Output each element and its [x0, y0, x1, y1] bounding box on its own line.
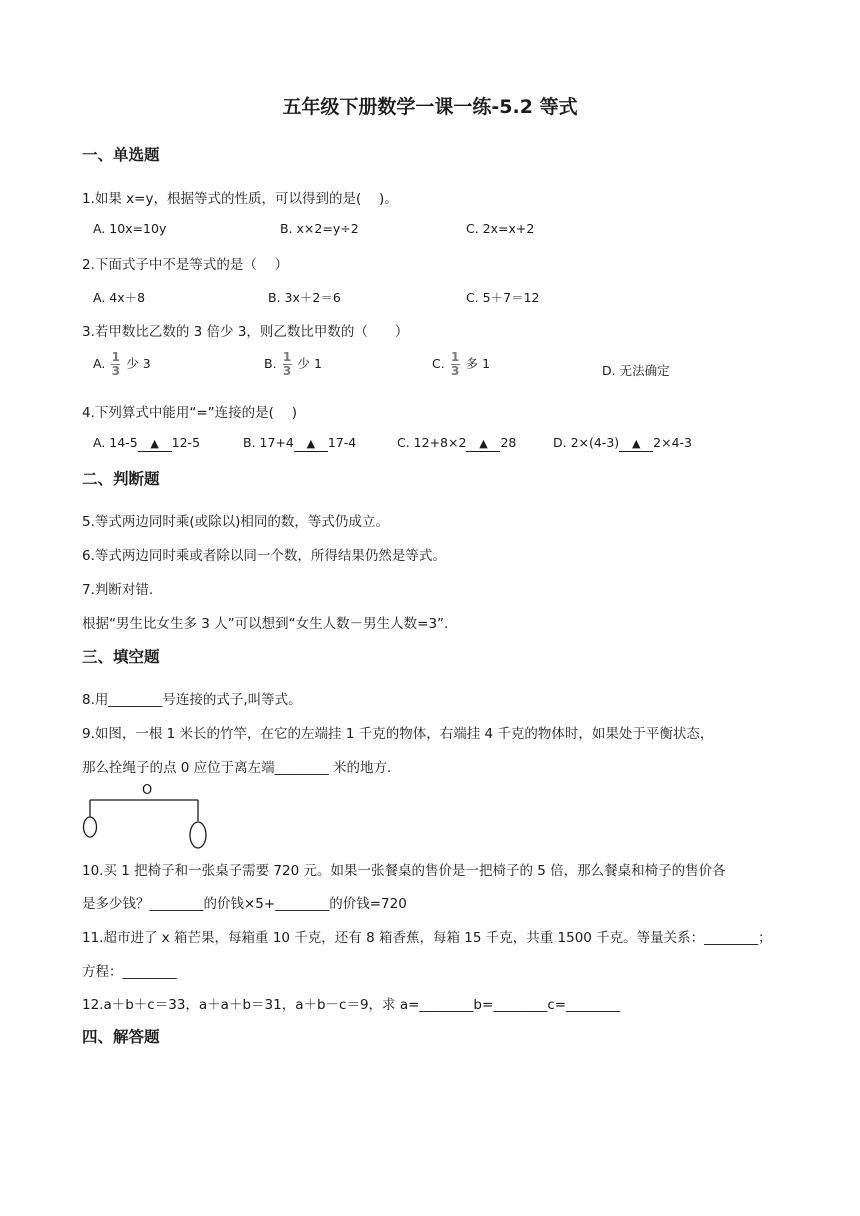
- fraction-one-third: $\frac{1}{3}$: [111, 350, 120, 378]
- question-1-stem: 1.如果 x=y，根据等式的性质，可以得到的是( )。: [82, 191, 398, 207]
- question-11-line-2: 方程：________: [82, 964, 177, 980]
- question-3-option-d: D. 无法确定: [602, 363, 670, 378]
- question-4-option-c: C. 12+8×2 ▲ 28: [397, 435, 517, 450]
- page-title: 五年级下册数学一课一练-5.2 等式: [282, 96, 578, 118]
- triangle-blank: ▲: [619, 437, 653, 452]
- right-weight: [190, 822, 206, 848]
- question-4-option-b: B. 17+4 ▲ 17-4: [243, 435, 357, 450]
- question-1-option-b: B. x×2=y÷2: [280, 221, 359, 236]
- question-1-option-c: C. 2x=x+2: [466, 221, 535, 236]
- question-8: 8.用________号连接的式子,叫等式。: [82, 692, 302, 708]
- question-4-option-d: D. 2×(4-3) ▲ 2×4-3: [553, 435, 693, 450]
- question-3-stem: 3.若甲数比乙数的 3 倍少 3，则乙数比甲数的（ ）: [82, 324, 409, 340]
- section-heading-fill-blank: 三、填空题: [82, 648, 160, 666]
- question-7-stem: 7.判断对错.: [82, 582, 154, 598]
- question-12: 12.a＋b＋c＝33，a＋a＋b＝31，a＋b－c＝9，求 a=________b=________c=________: [82, 997, 621, 1013]
- question-6: 6.等式两边同时乘或者除以同一个数，所得结果仍然是等式。: [82, 548, 446, 564]
- triangle-blank: ▲: [294, 437, 328, 452]
- question-5: 5.等式两边同时乘(或除以)相同的数，等式仍成立。: [82, 514, 389, 530]
- question-11-line-1: 11.超市进了 x 箱芒果，每箱重 10 千克，还有 8 箱香蕉，每箱 15 千克，共重 1500 千克。等量关系：________；: [82, 930, 772, 946]
- question-9-line-1: 9.如图，一根 1 米长的竹竿，在它的左端挂 1 千克的物体，右端挂 4 千克的物体时，如果处于平衡状态，: [82, 726, 714, 742]
- option-a-suffix: 少 3: [126, 356, 151, 371]
- option-c-suffix: 多 1: [465, 356, 491, 371]
- question-10-line-1: 10.买 1 把椅子和一张桌子需要 720 元。如果一张餐桌的售价是一把椅子的 5 倍，那么餐桌和椅子的售价各: [82, 863, 726, 879]
- question-7-statement: 根据“男生比女生多 3 人”可以想到“女生人数－男生人数=3”.: [82, 616, 449, 632]
- question-4-option-a: A. 14-5 ▲ 12-5: [93, 435, 201, 450]
- question-2-stem: 2.下面式子中不是等式的是（ ）: [82, 257, 289, 273]
- question-10-line-2: 是多少钱？________的价钱×5+________的价钱=720: [82, 896, 407, 912]
- pivot-label: O: [142, 783, 153, 798]
- section-heading-solve: 四、解答题: [82, 1028, 160, 1046]
- triangle-blank: ▲: [466, 437, 500, 452]
- option-c-prefix: C.: [432, 356, 445, 371]
- section-heading-single-choice: 一、单选题: [82, 146, 160, 164]
- balance-pole-diagram: [80, 780, 220, 852]
- option-b-prefix: B.: [264, 356, 277, 371]
- left-weight: [84, 817, 97, 837]
- question-3-option-a: [93, 352, 151, 377]
- question-3-option-c: [432, 352, 490, 377]
- question-2-option-b: B. 3x＋2＝6: [268, 290, 341, 305]
- question-1-option-a: A. 10x=10y: [93, 221, 167, 236]
- question-2-option-a: A. 4x＋8: [93, 290, 146, 305]
- question-3-option-b: [264, 352, 322, 377]
- fraction-one-third: $\frac{1}{3}$: [282, 350, 292, 378]
- option-a-prefix: A.: [93, 356, 106, 371]
- question-9-line-2: 那么拴绳子的点 0 应位于离左端________ 米的地方.: [82, 760, 392, 776]
- question-4-stem: 4.下列算式中能用“=”连接的是( ): [82, 405, 298, 421]
- fraction-one-third: $\frac{1}{3}$: [451, 350, 460, 378]
- section-heading-true-false: 二、判断题: [82, 470, 160, 488]
- option-b-suffix: 少 1: [297, 356, 322, 371]
- question-2-option-c: C. 5＋7＝12: [466, 290, 540, 305]
- triangle-blank: ▲: [138, 437, 172, 452]
